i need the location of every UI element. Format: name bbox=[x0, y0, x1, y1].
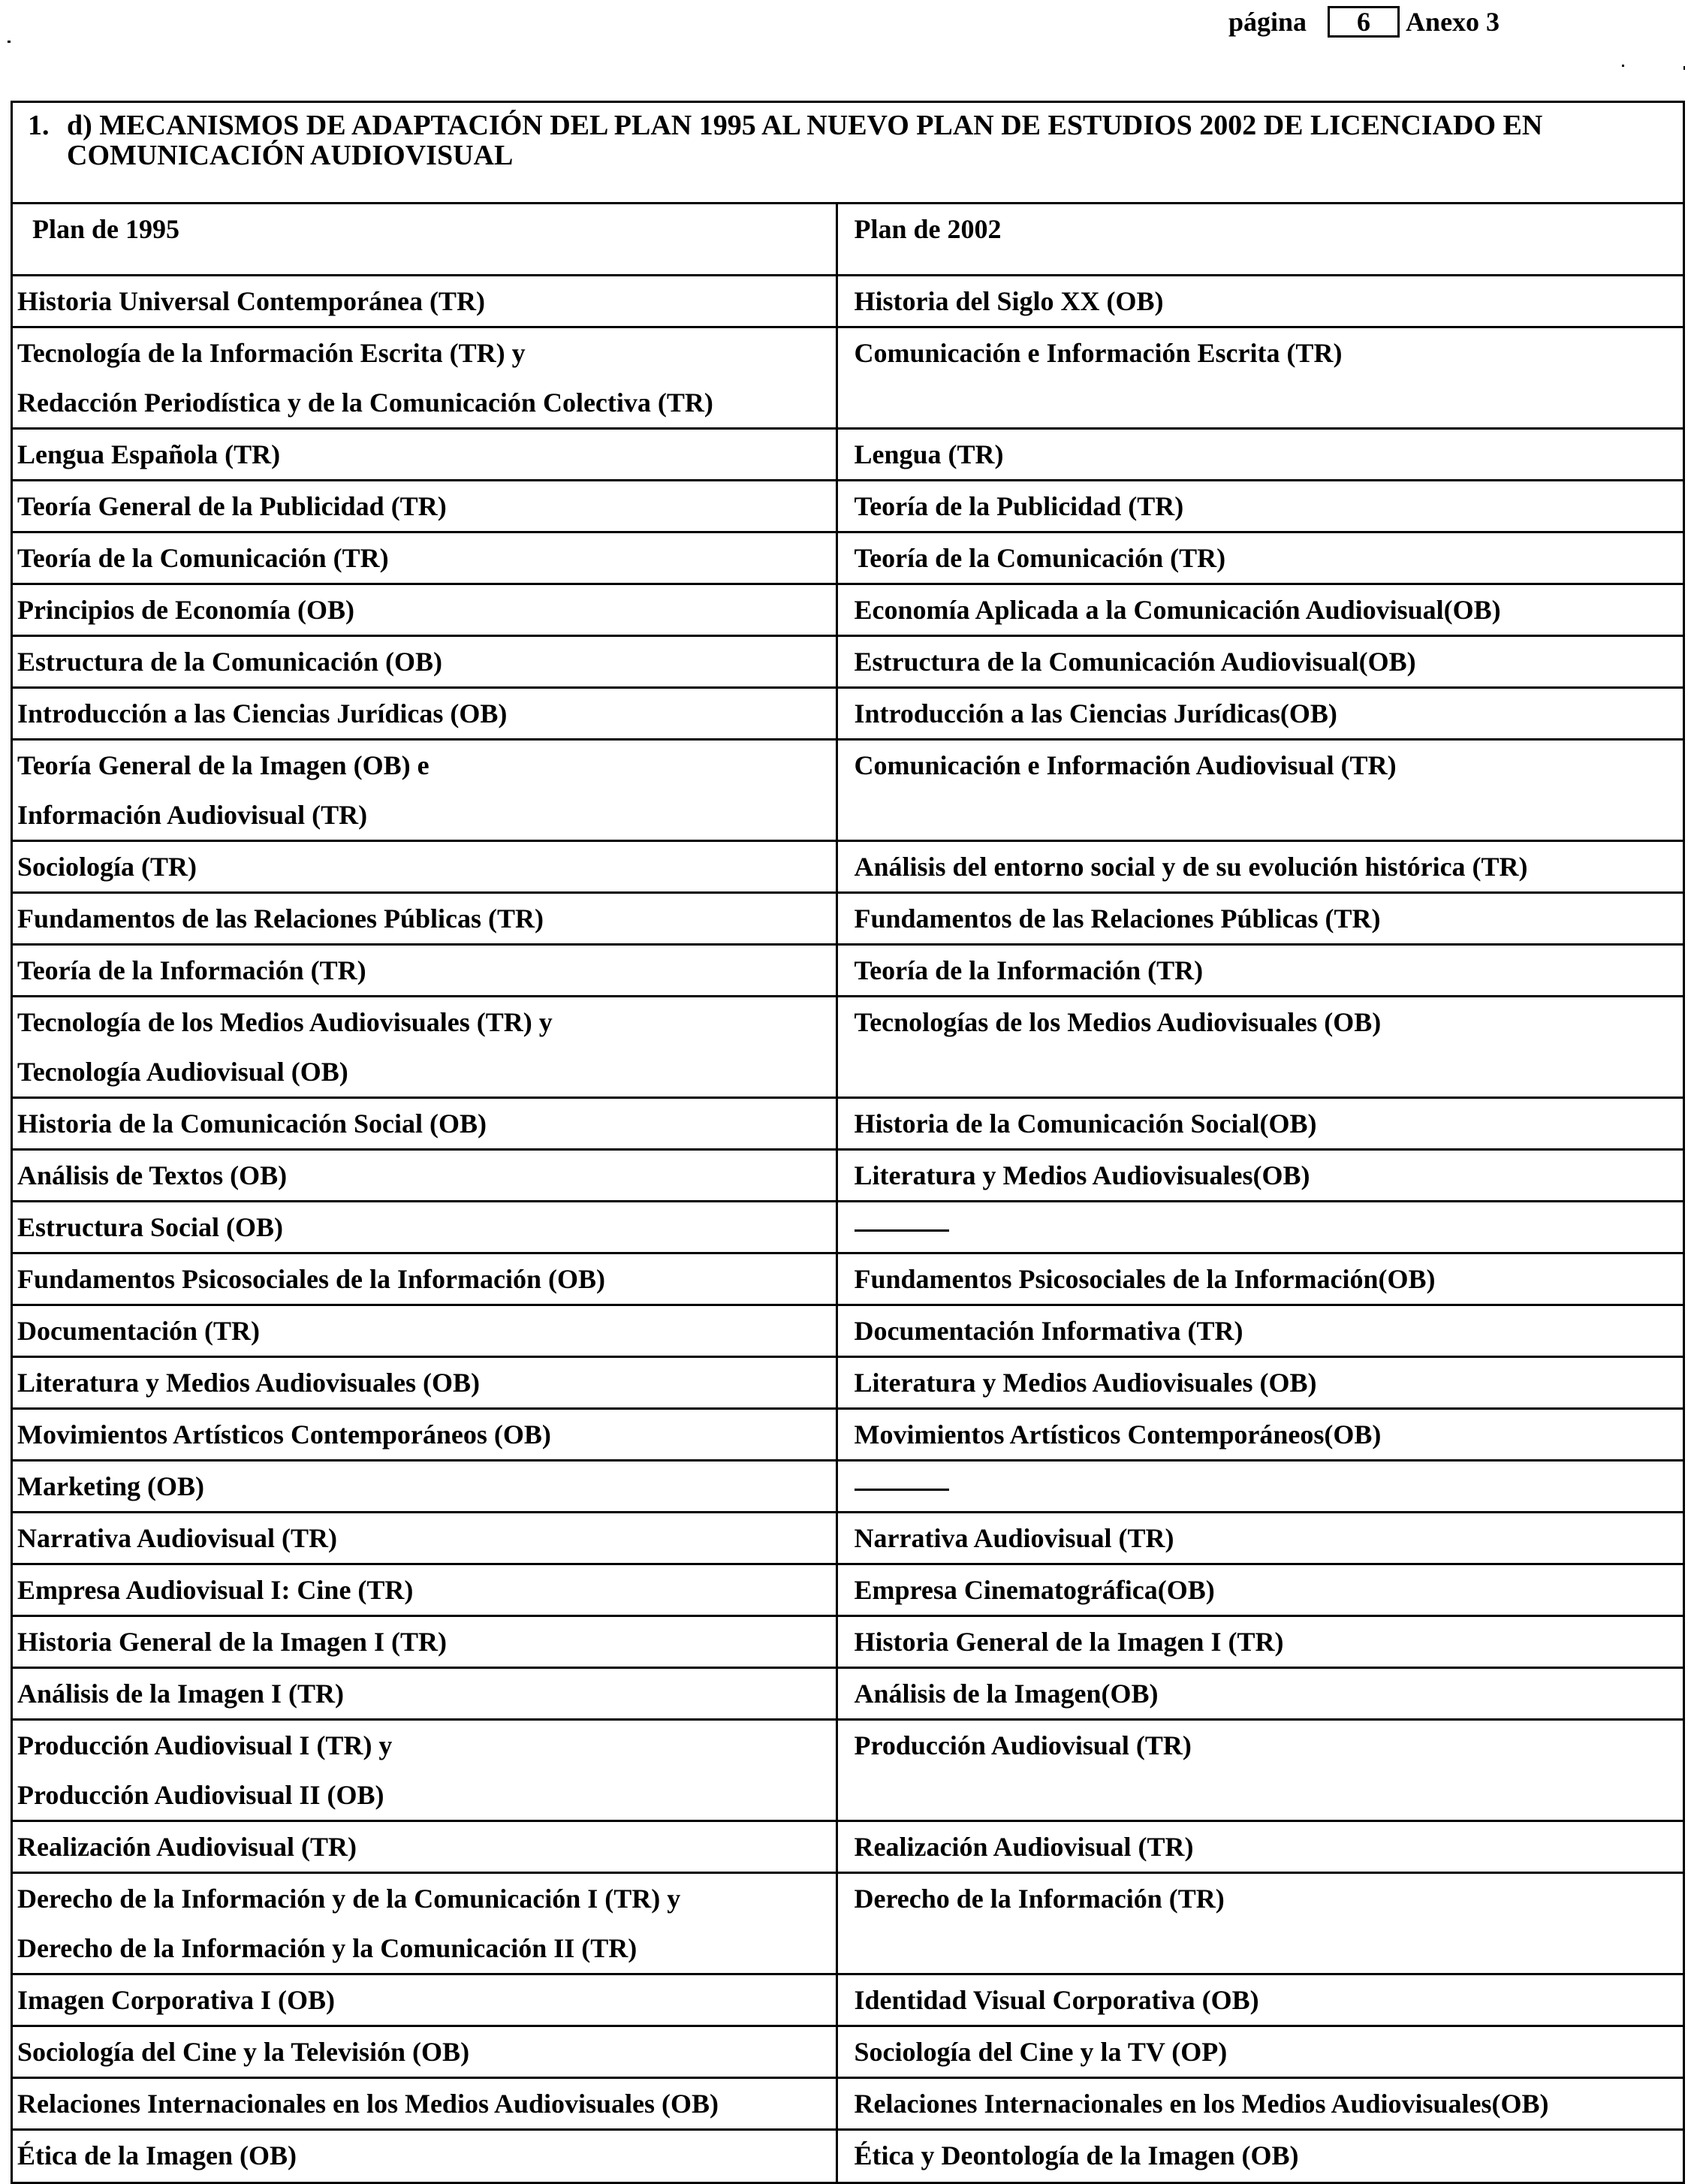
table-row bbox=[13, 1720, 1683, 1821]
plan-1995-subject: Redacción Periodística y de la Comunicación Colectiva (TR) bbox=[17, 388, 713, 418]
table-row bbox=[13, 688, 1683, 740]
plan-1995-subject: Introducción a las Ciencias Jurídicas (OB) bbox=[17, 698, 508, 729]
plan-1995-subject: Principios de Economía (OB) bbox=[17, 595, 354, 625]
table-row bbox=[13, 997, 1683, 1098]
plan-2002-subject: Tecnologías de los Medios Audiovisuales (OB) bbox=[854, 1007, 1382, 1037]
plan-2002-subject: Derecho de la Información (TR) bbox=[854, 1884, 1225, 1914]
plan-1995-subject: Teoría General de la Imagen (OB) e bbox=[17, 750, 430, 780]
plan-2002-subject: Fundamentos Psicosociales de la Información(OB) bbox=[854, 1264, 1436, 1294]
plan-1995-subject: Producción Audiovisual I (TR) y bbox=[17, 1730, 393, 1760]
plan-1995-cell bbox=[13, 1150, 836, 1202]
plan-1995-cell bbox=[13, 584, 836, 636]
plan-2002-cell bbox=[836, 1873, 1683, 1974]
plan-1995-subject: Tecnología Audiovisual (OB) bbox=[17, 1057, 348, 1087]
page-number: 6 bbox=[1357, 7, 1371, 37]
plan-1995-cell bbox=[13, 1461, 836, 1513]
plan-2002-subject: Teoría de la Comunicación (TR) bbox=[854, 543, 1226, 573]
table-row bbox=[13, 893, 1683, 945]
table-row bbox=[13, 2130, 1683, 2182]
plan-2002-cell bbox=[836, 841, 1683, 893]
plan-2002-cell bbox=[836, 327, 1683, 429]
plan-1995-subject: Información Audiovisual (TR) bbox=[17, 800, 368, 830]
plan-2002-cell bbox=[836, 1720, 1683, 1821]
table-row bbox=[13, 2078, 1683, 2130]
plan-1995-cell bbox=[13, 1668, 836, 1720]
table-row bbox=[13, 532, 1683, 584]
annex-label: Anexo 3 bbox=[1406, 7, 1500, 37]
plan-2002-subject: Realización Audiovisual (TR) bbox=[854, 1832, 1194, 1862]
table-row bbox=[13, 481, 1683, 532]
plan-2002-subject: Comunicación e Información Audiovisual (TR) bbox=[854, 750, 1397, 780]
plan-2002-cell bbox=[836, 532, 1683, 584]
plan-2002-subject: Historia de la Comunicación Social(OB) bbox=[854, 1109, 1317, 1139]
plan-2002-cell bbox=[836, 1821, 1683, 1873]
table-row bbox=[13, 1873, 1683, 1974]
plan-2002-cell bbox=[836, 1974, 1683, 2026]
adaptation-table bbox=[13, 202, 1683, 2182]
table-row bbox=[13, 1253, 1683, 1305]
plan-1995-subject: Movimientos Artísticos Contemporáneos (OB) bbox=[17, 1419, 551, 1449]
plan-2002-cell bbox=[836, 997, 1683, 1098]
plan-1995-cell bbox=[13, 945, 836, 997]
table-row bbox=[13, 429, 1683, 481]
plan-1995-cell bbox=[13, 1305, 836, 1357]
plan-2002-subject: Documentación Informativa (TR) bbox=[854, 1316, 1243, 1346]
plan-2002-cell bbox=[836, 740, 1683, 841]
adaptation-table-frame bbox=[11, 101, 1685, 2184]
table-row bbox=[13, 945, 1683, 997]
plan-1995-cell bbox=[13, 2026, 836, 2078]
plan-2002-cell bbox=[836, 1409, 1683, 1461]
table-row bbox=[13, 1150, 1683, 1202]
plan-1995-subject: Literatura y Medios Audiovisuales (OB) bbox=[17, 1368, 481, 1398]
plan-1995-subject: Lengua Española (TR) bbox=[17, 439, 281, 469]
plan-2002-cell bbox=[836, 429, 1683, 481]
table-row bbox=[13, 276, 1683, 327]
plan-2002-cell bbox=[836, 584, 1683, 636]
table-row bbox=[13, 841, 1683, 893]
page-label: página bbox=[1228, 7, 1307, 37]
plan-1995-cell bbox=[13, 429, 836, 481]
plan-2002-cell bbox=[836, 1461, 1683, 1513]
plan-1995-cell bbox=[13, 1253, 836, 1305]
plan-2002-subject: Narrativa Audiovisual (TR) bbox=[854, 1523, 1174, 1553]
plan-1995-cell bbox=[13, 841, 836, 893]
page-number-box bbox=[1328, 6, 1400, 38]
plan-1995-subject: Derecho de la Información y de la Comunicación I (TR) y bbox=[17, 1884, 681, 1914]
column-header-1995: Plan de 1995 bbox=[13, 204, 836, 276]
plan-1995-subject: Marketing (OB) bbox=[17, 1471, 204, 1501]
plan-1995-cell bbox=[13, 1821, 836, 1873]
plan-2002-cell bbox=[836, 1098, 1683, 1150]
plan-1995-cell bbox=[13, 1873, 836, 1974]
plan-1995-subject: Derecho de la Información y la Comunicación II (TR) bbox=[17, 1933, 638, 1963]
plan-1995-cell bbox=[13, 740, 836, 841]
table-row bbox=[13, 1616, 1683, 1668]
plan-1995-subject: Imagen Corporativa I (OB) bbox=[17, 1985, 335, 2015]
plan-1995-subject: Teoría de la Información (TR) bbox=[17, 955, 366, 985]
plan-1995-subject: Teoría de la Comunicación (TR) bbox=[17, 543, 389, 573]
plan-1995-cell bbox=[13, 1513, 836, 1564]
plan-1995-subject: Tecnología de los Medios Audiovisuales (TR) y bbox=[17, 1007, 553, 1037]
plan-2002-cell bbox=[836, 2026, 1683, 2078]
column-header-2002: Plan de 2002 bbox=[836, 204, 1683, 276]
plan-1995-cell bbox=[13, 481, 836, 532]
plan-2002-cell bbox=[836, 1668, 1683, 1720]
page-header bbox=[1228, 6, 1500, 38]
plan-2002-subject: Literatura y Medios Audiovisuales (OB) bbox=[854, 1368, 1317, 1398]
plan-1995-subject: Relaciones Internacionales en los Medios Audiovisuales (OB) bbox=[17, 2089, 719, 2119]
plan-2002-cell bbox=[836, 2078, 1683, 2130]
table-row bbox=[13, 1821, 1683, 1873]
plan-2002-subject: Economía Aplicada a la Comunicación Audiovisual(OB) bbox=[854, 595, 1501, 625]
table-row bbox=[13, 636, 1683, 688]
table-header-row bbox=[13, 204, 1683, 276]
plan-2002-cell bbox=[836, 1616, 1683, 1668]
plan-1995-cell bbox=[13, 636, 836, 688]
table-row bbox=[13, 1564, 1683, 1616]
plan-2002-cell bbox=[836, 276, 1683, 327]
plan-1995-cell bbox=[13, 1564, 836, 1616]
table-row bbox=[13, 1305, 1683, 1357]
plan-2002-subject: Historia General de la Imagen I (TR) bbox=[854, 1627, 1284, 1657]
plan-1995-subject: Producción Audiovisual II (OB) bbox=[17, 1780, 384, 1810]
plan-1995-cell bbox=[13, 1616, 836, 1668]
plan-2002-cell bbox=[836, 2130, 1683, 2182]
section-number: 1. bbox=[28, 110, 50, 141]
plan-2002-subject: Identidad Visual Corporativa (OB) bbox=[854, 1985, 1259, 2015]
plan-2002-cell bbox=[836, 1513, 1683, 1564]
plan-2002-subject: Lengua (TR) bbox=[854, 439, 1004, 469]
plan-1995-subject: Fundamentos de las Relaciones Públicas (TR) bbox=[17, 903, 544, 934]
plan-1995-cell bbox=[13, 2130, 836, 2182]
table-row bbox=[13, 1668, 1683, 1720]
table-row bbox=[13, 2026, 1683, 2078]
section-title-text: d) MECANISMOS DE ADAPTACIÓN DEL PLAN 1995 AL NUEVO PLAN DE ESTUDIOS 2002 DE LICENCIADO EN COMUNICACIÓN AUDIOVISUAL bbox=[67, 110, 1543, 171]
scan-speck bbox=[8, 41, 11, 43]
plan-1995-cell bbox=[13, 532, 836, 584]
plan-1995-cell bbox=[13, 1202, 836, 1253]
plan-2002-cell bbox=[836, 1305, 1683, 1357]
plan-1995-subject: Estructura de la Comunicación (OB) bbox=[17, 647, 442, 677]
plan-1995-subject: Teoría General de la Publicidad (TR) bbox=[17, 491, 447, 521]
plan-2002-subject: Análisis del entorno social y de su evolución histórica (TR) bbox=[854, 852, 1528, 882]
table-row bbox=[13, 584, 1683, 636]
plan-1995-subject: Historia de la Comunicación Social (OB) bbox=[17, 1109, 487, 1139]
plan-1995-subject: Estructura Social (OB) bbox=[17, 1212, 283, 1242]
plan-2002-cell bbox=[836, 1253, 1683, 1305]
plan-2002-cell bbox=[836, 1357, 1683, 1409]
plan-1995-cell bbox=[13, 2078, 836, 2130]
plan-2002-cell bbox=[836, 688, 1683, 740]
plan-1995-cell bbox=[13, 1357, 836, 1409]
plan-2002-cell bbox=[836, 1150, 1683, 1202]
plan-2002-subject: Comunicación e Información Escrita (TR) bbox=[854, 338, 1343, 368]
plan-1995-subject: Ética de la Imagen (OB) bbox=[17, 2140, 297, 2170]
plan-2002-cell bbox=[836, 1564, 1683, 1616]
plan-2002-subject: Sociología del Cine y la TV (OP) bbox=[854, 2037, 1228, 2067]
table-row bbox=[13, 1098, 1683, 1150]
plan-1995-subject: Empresa Audiovisual I: Cine (TR) bbox=[17, 1575, 414, 1605]
table-row bbox=[13, 1409, 1683, 1461]
plan-1995-subject: Sociología (TR) bbox=[17, 852, 197, 882]
table-row bbox=[13, 1974, 1683, 2026]
no-equivalent-dash bbox=[855, 1489, 949, 1491]
plan-2002-cell bbox=[836, 893, 1683, 945]
plan-1995-subject: Tecnología de la Información Escrita (TR) y bbox=[17, 338, 526, 368]
plan-1995-subject: Sociología del Cine y la Televisión (OB) bbox=[17, 2037, 470, 2067]
plan-1995-subject: Fundamentos Psicosociales de la Información (OB) bbox=[17, 1264, 605, 1294]
scan-speck bbox=[1622, 65, 1624, 67]
plan-1995-subject: Documentación (TR) bbox=[17, 1316, 260, 1346]
plan-1995-cell bbox=[13, 997, 836, 1098]
plan-2002-subject: Relaciones Internacionales en los Medios Audiovisuales(OB) bbox=[854, 2089, 1549, 2119]
plan-1995-cell bbox=[13, 1720, 836, 1821]
plan-1995-subject: Análisis de Textos (OB) bbox=[17, 1160, 288, 1190]
plan-2002-subject: Literatura y Medios Audiovisuales(OB) bbox=[854, 1160, 1310, 1190]
plan-1995-subject: Realización Audiovisual (TR) bbox=[17, 1832, 357, 1862]
plan-2002-cell bbox=[836, 945, 1683, 997]
plan-2002-subject: Teoría de la Publicidad (TR) bbox=[854, 491, 1184, 521]
plan-2002-subject: Introducción a las Ciencias Jurídicas(OB) bbox=[854, 698, 1337, 729]
plan-1995-cell bbox=[13, 893, 836, 945]
plan-2002-subject: Fundamentos de las Relaciones Públicas (TR) bbox=[854, 903, 1381, 934]
plan-2002-cell bbox=[836, 481, 1683, 532]
section-title bbox=[13, 103, 1683, 202]
plan-2002-subject: Empresa Cinematográfica(OB) bbox=[854, 1575, 1215, 1605]
table-row bbox=[13, 1513, 1683, 1564]
plan-1995-cell bbox=[13, 1098, 836, 1150]
plan-1995-subject: Narrativa Audiovisual (TR) bbox=[17, 1523, 338, 1553]
plan-1995-subject: Historia General de la Imagen I (TR) bbox=[17, 1627, 447, 1657]
table-row bbox=[13, 740, 1683, 841]
plan-2002-subject: Análisis de la Imagen(OB) bbox=[854, 1679, 1159, 1709]
plan-2002-subject: Producción Audiovisual (TR) bbox=[854, 1730, 1192, 1760]
plan-1995-cell bbox=[13, 327, 836, 429]
plan-1995-subject: Historia Universal Contemporánea (TR) bbox=[17, 286, 485, 316]
no-equivalent-dash bbox=[855, 1229, 949, 1232]
plan-2002-subject: Estructura de la Comunicación Audiovisual(OB) bbox=[854, 647, 1416, 677]
plan-2002-subject: Teoría de la Información (TR) bbox=[854, 955, 1204, 985]
scan-speck bbox=[1683, 66, 1685, 70]
plan-2002-subject: Movimientos Artísticos Contemporáneos(OB) bbox=[854, 1419, 1382, 1449]
plan-2002-subject: Ética y Deontología de la Imagen (OB) bbox=[854, 2140, 1299, 2170]
table-row bbox=[13, 1357, 1683, 1409]
plan-2002-subject: Historia del Siglo XX (OB) bbox=[854, 286, 1164, 316]
plan-1995-cell bbox=[13, 1409, 836, 1461]
plan-2002-cell bbox=[836, 636, 1683, 688]
plan-2002-cell bbox=[836, 1202, 1683, 1253]
table-row bbox=[13, 1461, 1683, 1513]
table-row bbox=[13, 327, 1683, 429]
plan-1995-cell bbox=[13, 688, 836, 740]
plan-1995-subject: Análisis de la Imagen I (TR) bbox=[17, 1679, 345, 1709]
plan-1995-cell bbox=[13, 1974, 836, 2026]
plan-1995-cell bbox=[13, 276, 836, 327]
table-row bbox=[13, 1202, 1683, 1253]
